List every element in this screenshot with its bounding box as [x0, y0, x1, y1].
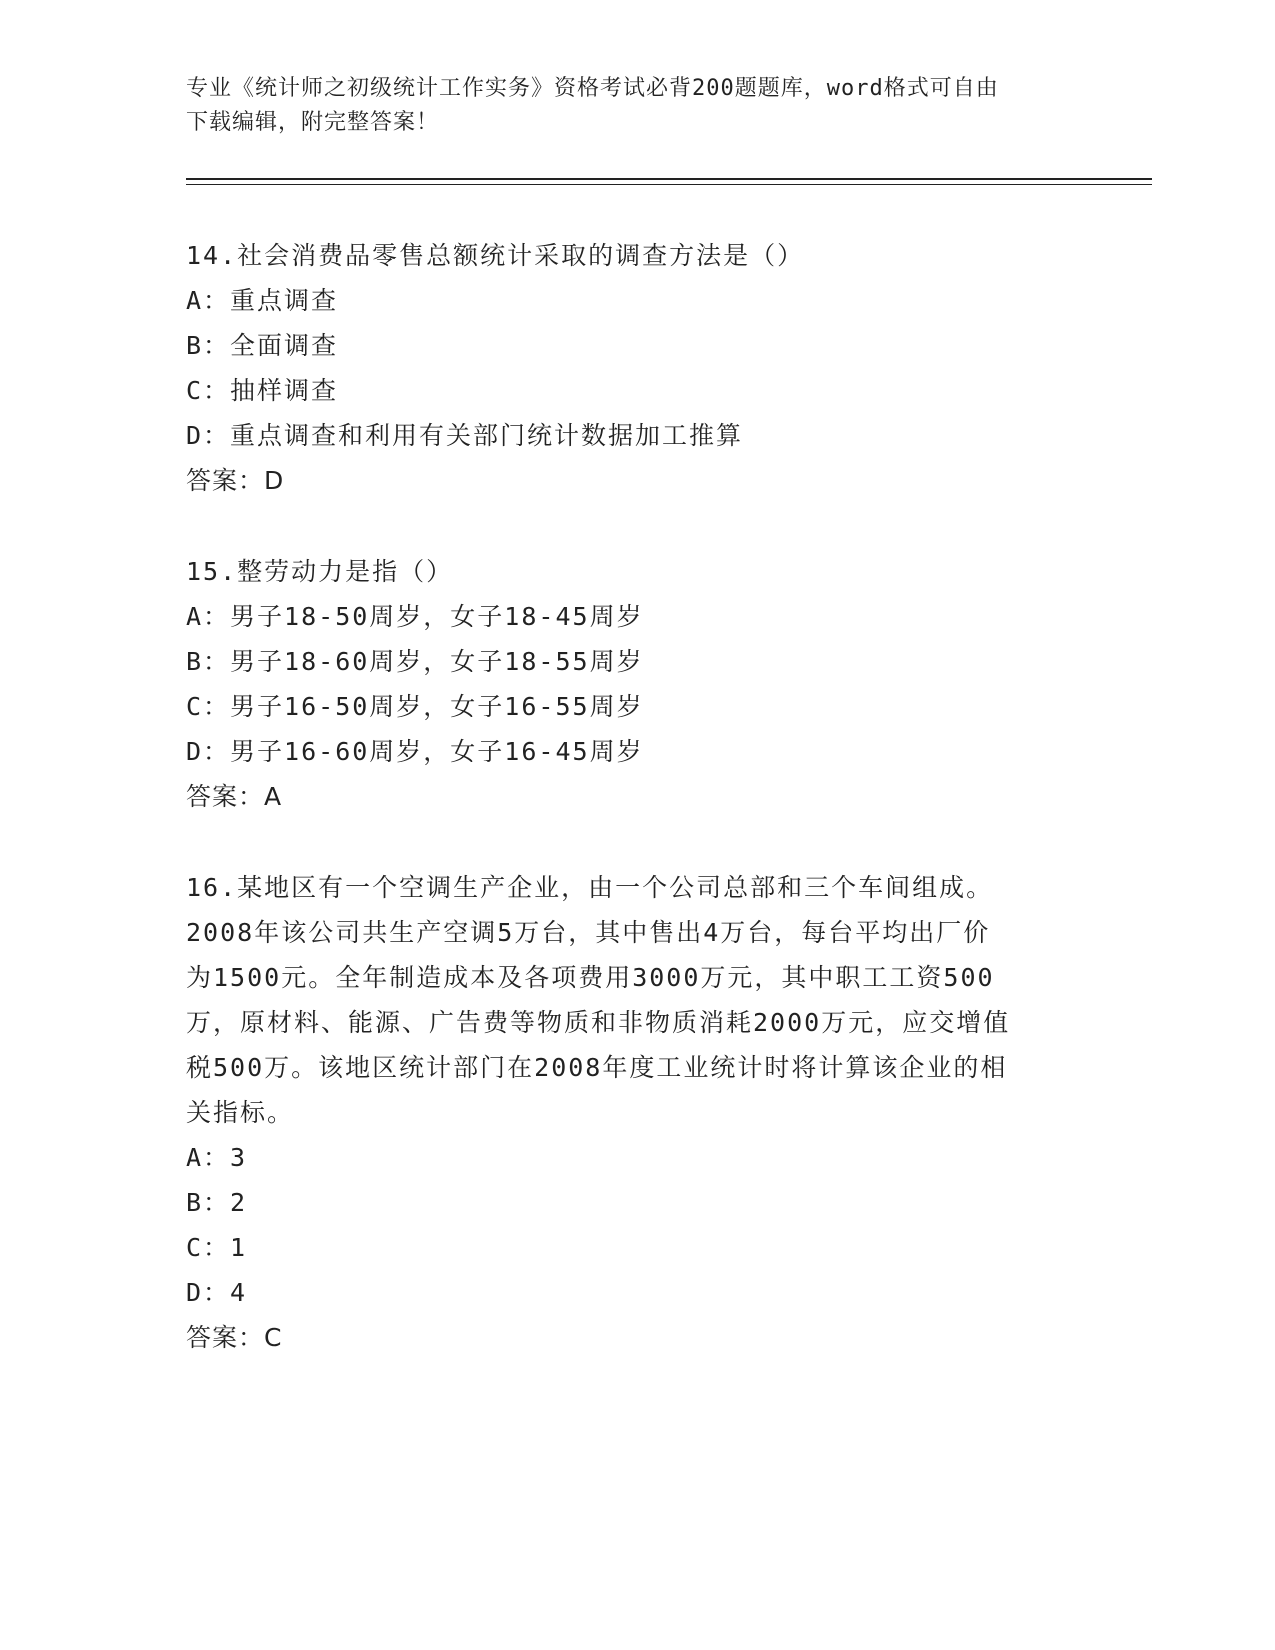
option-c: C：抽样调查 — [186, 376, 339, 405]
question-16 — [186, 865, 1066, 1360]
question-15 — [186, 549, 1066, 819]
header-line-2: 下载编辑，附完整答案！ — [186, 110, 440, 135]
option-d: D：4 — [186, 1278, 248, 1307]
question-list — [186, 233, 1066, 1406]
question-14 — [186, 233, 1066, 503]
document-header — [186, 72, 1066, 140]
answer-line: 答案：C — [186, 1323, 283, 1352]
option-b: B：全面调查 — [186, 331, 339, 360]
question-stem: 14.社会消费品零售总额统计采取的调查方法是（） — [186, 241, 805, 270]
header-line-1: 专业《统计师之初级统计工作实务》资格考试必背200题题库，word格式可自由 — [186, 76, 999, 101]
stem-line-2: 2008年该公司共生产空调5万台，其中售出4万台，每台平均出厂价 — [186, 918, 991, 947]
option-a: A：男子18-50周岁，女子18-45周岁 — [186, 602, 644, 631]
header-divider-thin — [186, 184, 1152, 185]
stem-line-6: 关指标。 — [186, 1098, 295, 1127]
option-d: D：男子16-60周岁，女子16-45周岁 — [186, 737, 644, 766]
question-stem — [186, 865, 1066, 1135]
header-divider-thick — [186, 178, 1152, 180]
answer-line: 答案：A — [186, 782, 283, 811]
option-b: B：男子18-60周岁，女子18-55周岁 — [186, 647, 644, 676]
option-b: B：2 — [186, 1188, 248, 1217]
option-d: D：重点调查和利用有关部门统计数据加工推算 — [186, 421, 744, 450]
answer-line: 答案：D — [186, 466, 285, 495]
option-c: C：1 — [186, 1233, 248, 1262]
stem-line-3: 为1500元。全年制造成本及各项费用3000万元，其中职工工资500 — [186, 963, 995, 992]
question-stem: 15.整劳动力是指（） — [186, 557, 454, 586]
option-c: C：男子16-50周岁，女子16-55周岁 — [186, 692, 644, 721]
option-a: A：重点调查 — [186, 286, 339, 315]
option-a: A：3 — [186, 1143, 248, 1172]
stem-line-5: 税500万。该地区统计部门在2008年度工业统计时将计算该企业的相 — [186, 1053, 1008, 1082]
stem-line-4: 万，原材料、能源、广告费等物质和非物质消耗2000万元，应交增值 — [186, 1008, 1011, 1037]
stem-line-1: 16.某地区有一个空调生产企业，由一个公司总部和三个车间组成。 — [186, 873, 994, 902]
